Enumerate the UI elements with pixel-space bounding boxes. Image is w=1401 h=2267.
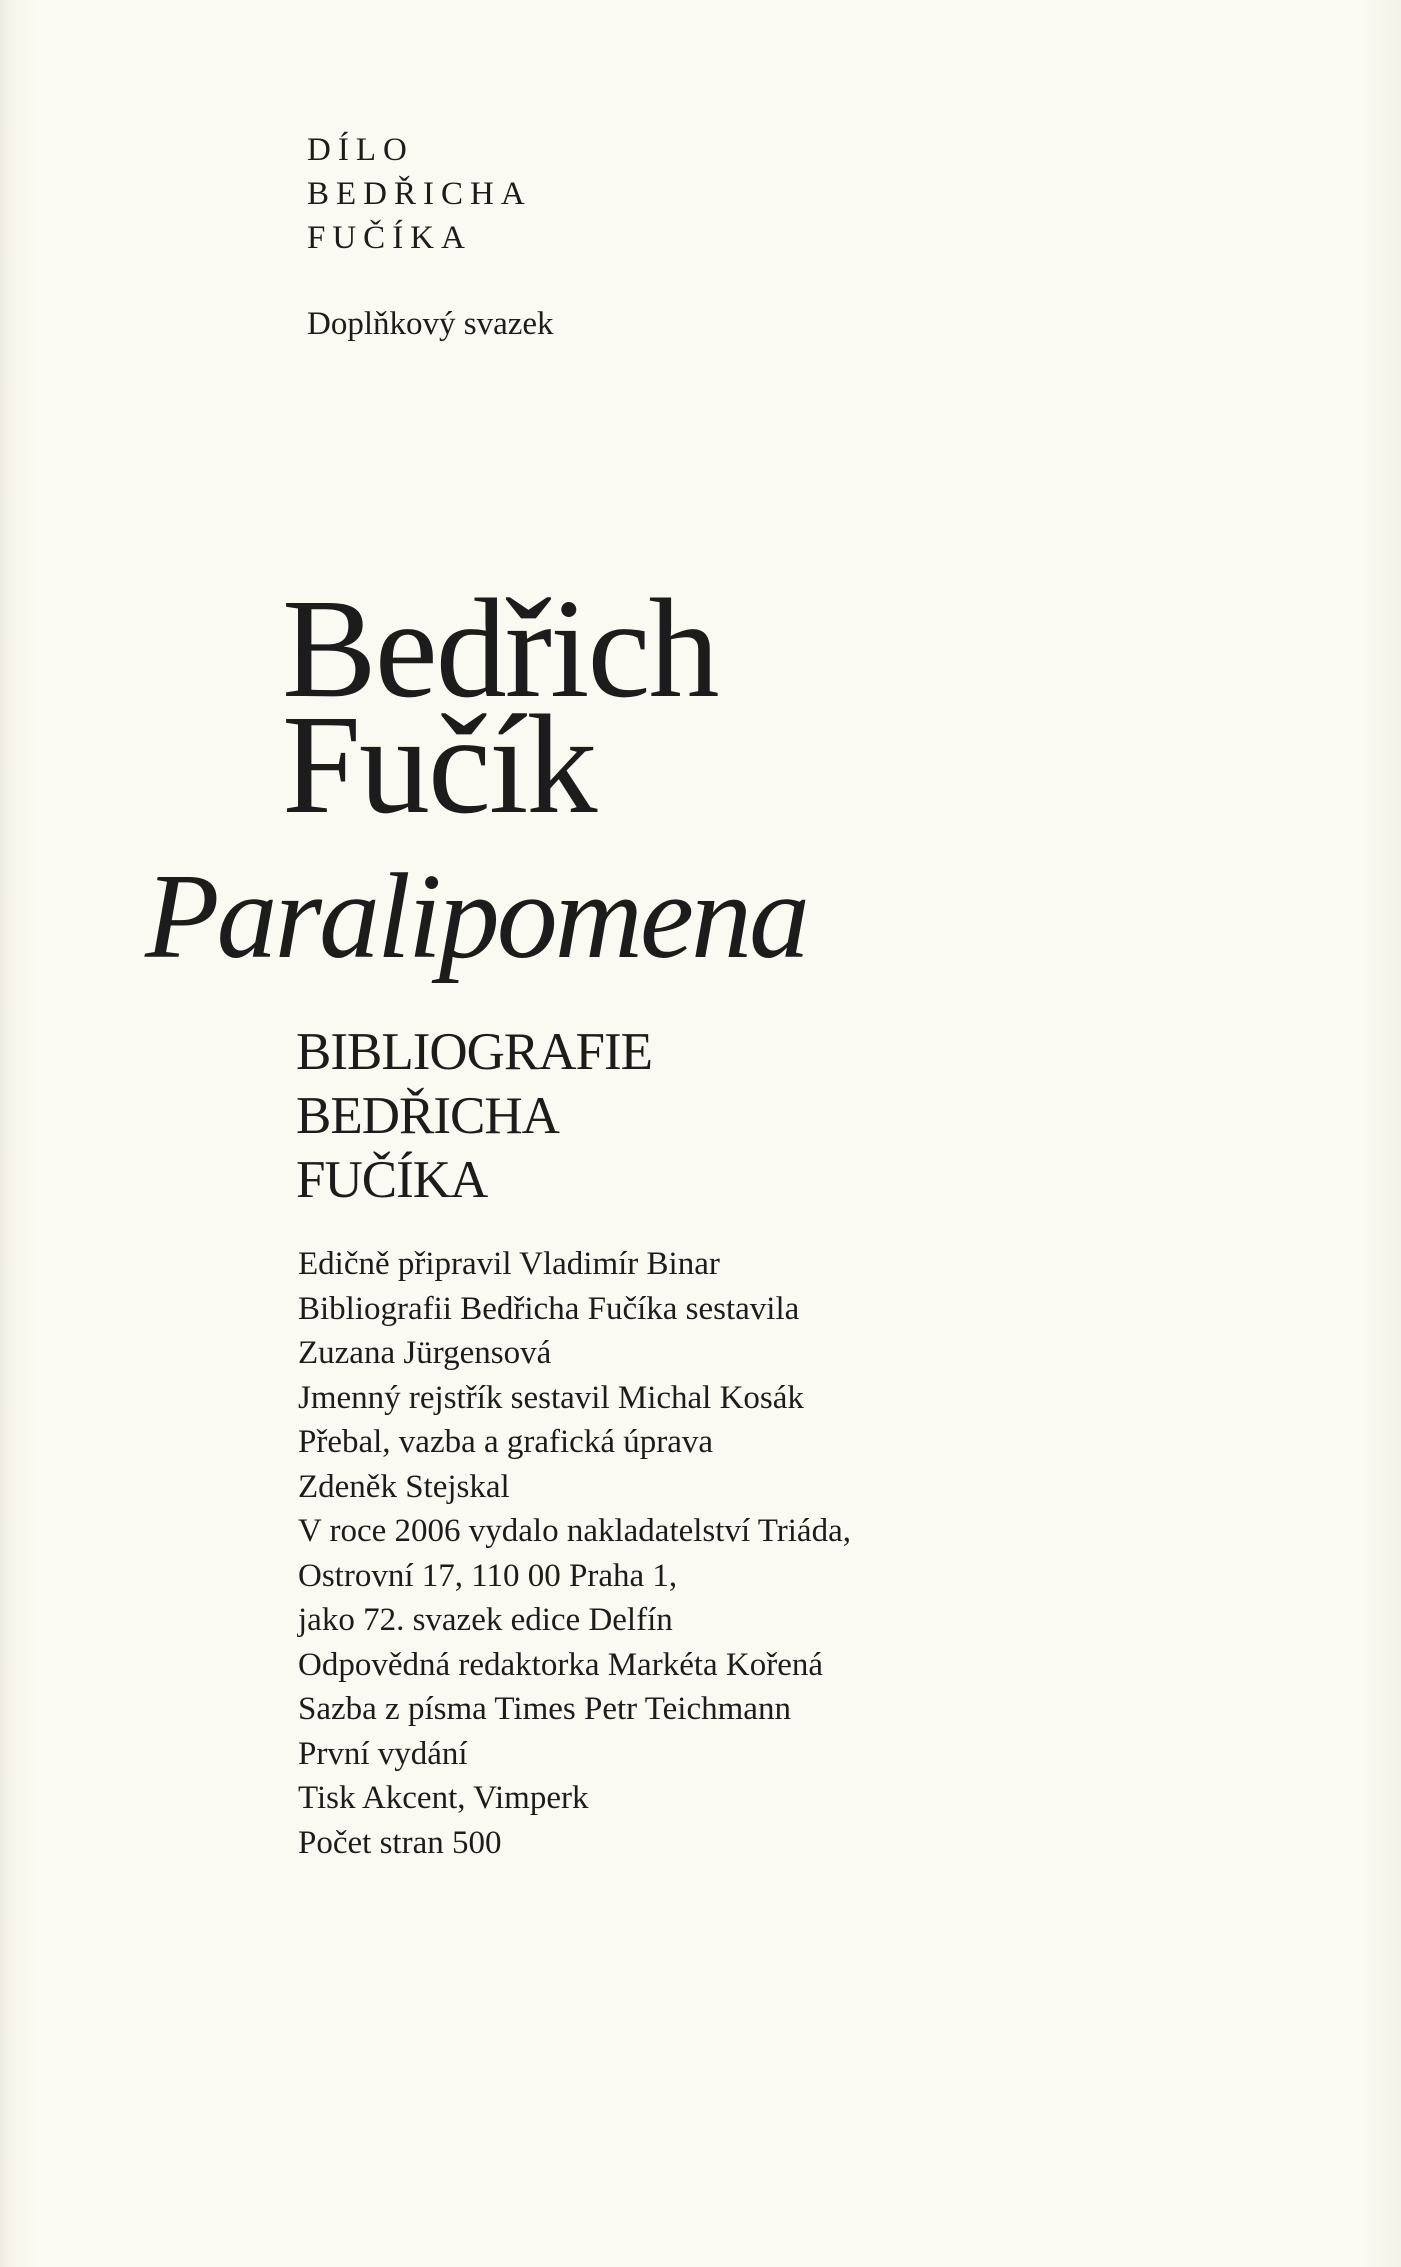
colophon [298, 1242, 851, 1865]
colophon-line: Tisk Akcent, Vimperk [298, 1780, 589, 1816]
colophon-line: Odpovědná redaktorka Markéta Kořená [298, 1646, 824, 1683]
subtitle-line: FUČÍKA [296, 1151, 488, 1209]
colophon-line: První vydání [298, 1735, 468, 1772]
subtitle-line: BIBLIOGRAFIE [296, 1023, 653, 1081]
series-line: DÍLO [307, 132, 414, 168]
colophon-line: Sazba z písma Times Petr Teichmann [298, 1691, 791, 1727]
series-line: FUČÍKA [307, 220, 472, 256]
supplement-volume-label: Doplňkový svazek [307, 306, 554, 342]
colophon-line: jako 72. svazek edice Delfín [298, 1602, 673, 1638]
author-first-name: Bedřich [282, 569, 718, 727]
series-heading [307, 128, 532, 260]
subtitle-line: BEDŘICHA [296, 1087, 559, 1145]
colophon-line: V roce 2006 vydalo nakladatelství Triáda, [298, 1513, 851, 1549]
colophon-line: Počet stran 500 [298, 1824, 502, 1861]
subtitle [296, 1020, 652, 1212]
colophon-line: Zuzana Jürgensová [298, 1335, 552, 1371]
colophon-line: Zdeněk Stejskal [298, 1468, 510, 1505]
book-title: Paralipomena [145, 849, 808, 984]
colophon-line: Jmenný rejstřík sestavil Michal Kosák [298, 1379, 804, 1416]
series-line: BEDŘICHA [307, 176, 532, 212]
colophon-line: Edičně připravil Vladimír Binar [298, 1246, 720, 1282]
colophon-line: Přebal, vazba a grafická úprava [298, 1424, 714, 1460]
author-name [282, 569, 718, 843]
author-last-name: Fučík [282, 685, 596, 843]
colophon-line: Bibliografii Bedřicha Fučíka sestavila [298, 1290, 800, 1327]
colophon-line: Ostrovní 17, 110 00 Praha 1, [298, 1557, 678, 1594]
